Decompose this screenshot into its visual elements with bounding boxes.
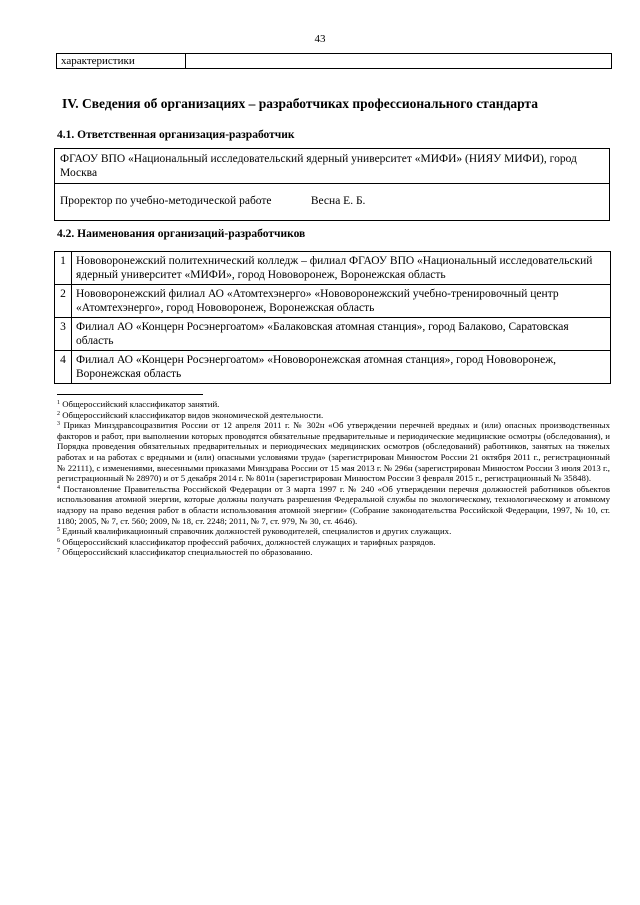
organization-name: Нововоронежский политехнический колледж – филиал ФГАОУ ВПО «Национальный исследовательский ядерный университет «МИФИ», город Нововоронеж, Воронежская область (72, 252, 611, 285)
row-number: 1 (55, 252, 72, 285)
footnote-text: Единый квалификационный справочник должностей руководителей, специалистов и других служащих. (60, 526, 452, 537)
footnote (57, 537, 610, 548)
organization-name: Нововоронежский филиал АО «Атомтехэнерго» «Нововоронежский учебно-тренировочный центр «Атомтехэнерго», город Нововоронеж, Воронежская область (72, 285, 611, 318)
footnote-mark: 2 (57, 410, 60, 417)
footnote-divider (57, 394, 203, 395)
footnote-text: Постановление Правительства Российской Федерации от 3 марта 1997 г. № 240 «Об утверждении перечня должностей работников объектов использования атомной энергии, которые должны получать разрешения Федеральной службы по экологическому, технологическому и атомному надзору на право ведения работ в области использования атомной энергии» (Собрание законодательства Российской Федерации, 1997, № 10, ст. 1180; 2005, № 7, ст. 560; 2009, № 18, ст. 2248; 2011, № 7, ст. 979, № 30, ст. 4646). (57, 483, 610, 526)
footnote (57, 526, 610, 537)
footnote (57, 484, 610, 526)
responsible-position: Проректор по учебно-методической работе (60, 195, 272, 207)
responsible-person: Весна Е. Б. (310, 195, 366, 207)
footnote-text: Общероссийский классификатор занятий. (60, 399, 220, 409)
section-title: IV. Сведения об организациях – разработчиках профессионального стандарта (62, 96, 538, 111)
responsible-org-name: ФГАОУ ВПО «Национальный исследовательский ядерный университет «МИФИ» (НИЯУ МИФИ), город Москва (60, 153, 577, 179)
row-number: 2 (55, 285, 72, 318)
footnote-mark: 1 (57, 400, 60, 406)
footnote-mark: 3 (57, 421, 60, 428)
footnote-text: Общероссийский классификатор видов экономической деятельности. (60, 409, 324, 420)
responsible-org-heading: 4.1. Ответственная организация-разработчик (57, 129, 295, 141)
responsible-org-box (54, 148, 610, 221)
footnote (57, 420, 610, 484)
organization-name: Филиал АО «Концерн Росэнергоатом» «Нововоронежская атомная станция», город Нововоронеж, Воронежская область (72, 351, 611, 384)
organization-name: Филиал АО «Концерн Росэнергоатом» «Балаковская атомная станция», город Балаково, Саратовская область (72, 318, 611, 351)
row-number: 3 (55, 318, 72, 351)
row-number: 4 (55, 351, 72, 384)
footnote (57, 399, 610, 410)
responsible-signature-row (55, 183, 609, 220)
developers-heading: 4.2. Наименования организаций-разработчиков (57, 228, 306, 240)
footnote-text: Приказ Минздравсоцразвития России от 12 апреля 2011 г. № 302н «Об утверждении перечней вредных и (или) опасных производственных факторов и работ, при выполнении которых проводятся обязательные предварительные и периодические медицинские осмотры (обследования), и Порядка проведения обязательных предварительных и периодических медицинских осмотров (обследований) работников, занятых на тяжелых работах и на работах с вредными и (или) опасными условиями труда» (зарегистрирован Минюстом России 21 октября 2011 г., регистрационный № 22111), с изменениями, внесенными приказами Минздрава России от 15 мая 2013 г. № 296н (зарегистрирован Минюстом России 3 июля 2013 г., регистрационный № 28970) и от 5 декабря 2014 г. № 801н (зарегистрирован Минюстом России 3 февраля 2015 г., регистрационный № 35848). (57, 420, 610, 484)
footnote-text: Общероссийский классификатор профессий рабочих, должностей служащих и тарифных разрядов. (60, 536, 436, 547)
footnote-mark: 7 (57, 548, 60, 555)
footnote-mark: 6 (57, 537, 60, 544)
table-row (55, 285, 611, 318)
table-cell: характеристики (57, 54, 186, 69)
footnote-mark: 4 (57, 484, 60, 491)
developers-table (54, 251, 611, 384)
table-row (55, 252, 611, 285)
table-row (55, 351, 611, 384)
continuation-table (56, 53, 612, 69)
table-row (55, 318, 611, 351)
page-number: 43 (314, 33, 326, 45)
footnote-mark: 5 (57, 527, 60, 534)
table-cell (186, 54, 612, 69)
footnote (57, 410, 610, 421)
footnotes (57, 399, 610, 558)
footnote (57, 547, 610, 558)
footnote-text: Общероссийский классификатор специальностей по образованию. (60, 547, 313, 558)
table-row (57, 54, 612, 69)
